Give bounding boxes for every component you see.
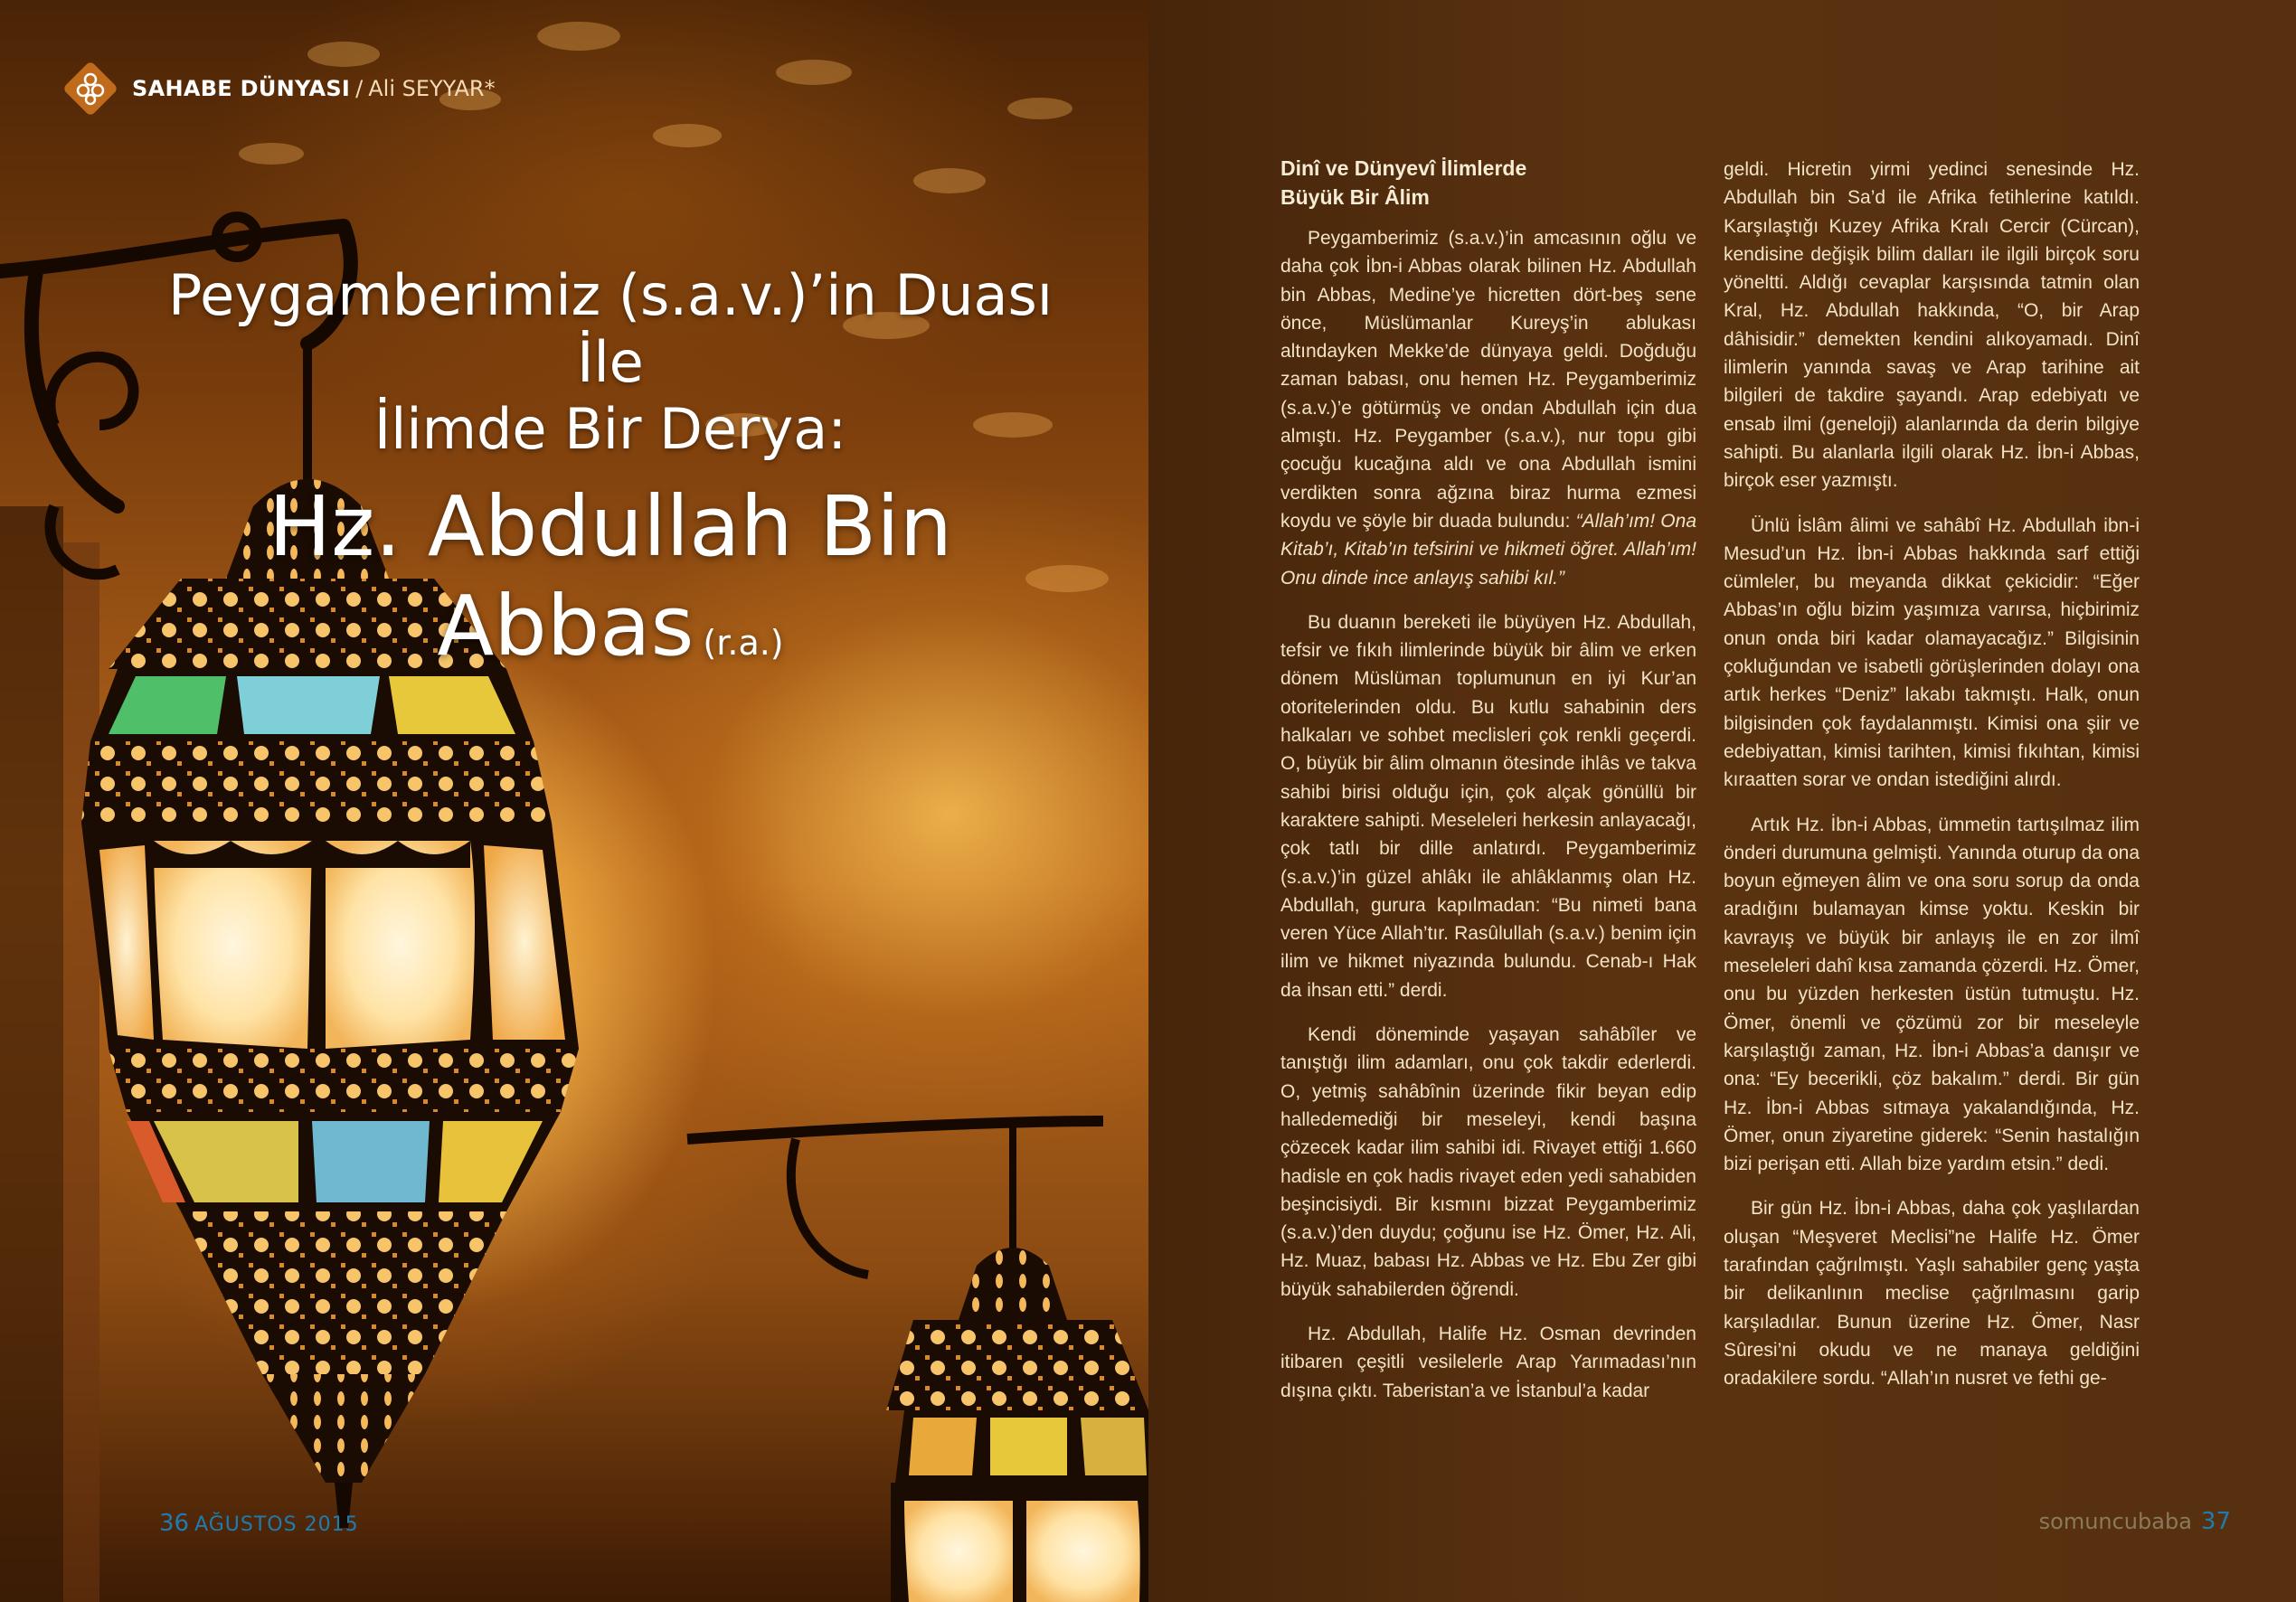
section-header xyxy=(61,60,496,118)
header-separator: / xyxy=(355,76,364,101)
title-suffix: (r.a.) xyxy=(703,623,784,663)
title-main xyxy=(136,477,1085,693)
magazine-brand: somuncubaba xyxy=(2038,1509,2192,1534)
article-column-2 xyxy=(1724,155,2140,1409)
paragraph-4: Hz. Abdullah, Halife Hz. Osman devrinden itibaren çeşitli vesilelerle Arap Yarımadası’nın dışına çıktı. Taberistan’a ve İstanbul’a kadar xyxy=(1280,1323,1696,1401)
title-line-2: İlimde Bir Derya: xyxy=(373,396,847,462)
subheading-line-1: Dinî ve Dünyevî İlimlerde xyxy=(1280,156,1527,180)
subheading-line-2: Büyük Bir Âlim xyxy=(1280,185,1430,209)
article-title xyxy=(136,262,1085,693)
paragraph-5: geldi. Hicretin yirmi yedinci senesinde Hz. Abdullah bin Sa’d ile Afrika fetihlerine katıldı. Karşılaştığı Kuzey Afrika Kralı Cercir (Cürcan), kendisine değişik bilim dalları ile ilgili birçok soru yöneltti. Aldığı cevaplar karşısında tatmin olan Kral, Hz. Abdullah hakkında, “O, bir Arap dâhisidir.” demekten kendini alıkoyamadı. Dinî ilimlerin yanında savaş ve Arap tarihine ait bilgileri de takdire şayandı. Arap edebiyatı ve ensab ilmi (geneloji) alanlarında da derin bilgiye sahipti. Bu alanlarla ilgili olarak Hz. İbn-i Abbas, birçok eser yazmıştı. xyxy=(1724,159,2140,492)
title-main-name: Hz. Abdullah Bin Abbas xyxy=(268,478,953,674)
issue-month: AĞUSTOS 2015 xyxy=(194,1513,359,1536)
prayer-quote: “Allah’ım! Ona Kitab’ı, Kitab’ın tefsirini ve hikmeti öğret. Allah’ım! Onu dinde ince anlayış sahibi kıl.” xyxy=(1280,510,1696,589)
section-logo-icon xyxy=(61,60,119,118)
paragraph-6: Ünlü İslâm âlimi ve sahâbî Hz. Abdullah ibn-i Mesud’un Hz. İbn-i Abbas hakkında sarf ettiği cümleler, bu meyanda dikkat çekicidir: “Eğer Abbas’ın oğlu bizim yaşımıza varırsa, hiçbirimiz onun onda biri kadar olamayacağız.” Bilgisinin çokluğundan ve isabetli görüşlerinden dolayı ona artık herkes “Deniz” lakabı takmıştı. Halk, onun bilgisinden çok faydalanmıştı. Kimisi ona şiir ve edebiyattan, kimisi tarihten, kimisi fıkıhtan, kimisi kıraatten sorar ve ondan istediğini alırdı. xyxy=(1724,514,2140,791)
page-number-left xyxy=(159,1510,359,1537)
author-name: Ali SEYYAR* xyxy=(368,76,496,101)
article-subheading xyxy=(1280,154,1696,212)
paragraph-2: Bu duanın bereketi ile büyüyen Hz. Abdullah, tefsir ve fıkıh ilimlerinde büyük bir âlim ve erken dönem Müslüman toplumunun en iyi Kur’an otoritelerinden oldu. Bu kutlu sahabinin ders halkaları ve sohbet meclisleri çok renkli geçerdi. O, büyük bir âlim olmanın ötesinde ihlâs ve takva sahibi birisi olduğu için, çok alçak gönüllü bir karaktere sahipti. Meseleleri herkesin anlayacağı, çok tatlı bir dille anlatırdı. Peygamberimiz (s.a.v.)’in güzel ahlâkı ile ahlâklanmış olan Hz. Abdullah, gurura kapılmadan: “Bu nimeti bana veren Yüce Allah’tır. Rasûlullah (s.a.v.) benim için ilim ve hikmet niyazında bulundu. Cenab-ı Hak da ihsan etti.” derdi. xyxy=(1280,611,1696,1001)
article-column-1 xyxy=(1280,154,1696,1421)
article-page xyxy=(1148,0,2296,1602)
paragraph-1 xyxy=(1280,224,1696,592)
paragraph-3: Kendi döneminde yaşayan sahâbîler ve tanıştığı ilim adamları, onu çok takdir ederlerdi. O, yetmiş sahâbînin üzerinde fikir beyan edip halledemediği bir meseleyi, kendi başına çözecek kadar ilim sahibi idi. Rivayet ettiği 1.660 hadisle en çok hadis rivayet eden yedi sahabiden beşincisiydi. Bir kısmını bizzat Peygamberimiz (s.a.v.)’den duydu; çoğunu ise Hz. Ömer, Hz. Ali, Hz. Muaz, babası Hz. Abbas ve Hz. Ebu Zer gibi büyük sahabilerden öğrendi. xyxy=(1280,1024,1696,1300)
page-number: 37 xyxy=(2200,1508,2231,1535)
page-number: 36 xyxy=(159,1510,190,1537)
title-line-1: Peygamberimiz (s.a.v.)’in Duası İle xyxy=(167,262,1053,395)
paragraph-8: Bir gün Hz. İbn-i Abbas, daha çok yaşlılardan oluşan “Meşveret Meclisi”ne Halife Hz. Ömer tarafından çağrılmıştı. Yaşlı sahabiler genç yaşta bir delikanlının meclise çağrılmasını garip karşıladılar. Bunun üzerine Hz. Ömer, Nasr Sûresi’ni okudu ve ne manaya geldiğini oradakilere sordu. “Allah’ın nusret ve fethi ge- xyxy=(1724,1198,2140,1390)
section-name: SAHABE DÜNYASI xyxy=(132,76,351,101)
paragraph-7: Artık Hz. İbn-i Abbas, ümmetin tartışılmaz ilim önderi durumuna gelmişti. Yanında oturup da ona boyun eğmeyen âlim ve ona soru sorup da onda aradığını bulamayan kimse yoktu. Keskin bir kavrayış ve büyük bir anlayış ile en zor ilmî meseleleri dahî kısa zamanda çözerdi. Hz. Ömer, onu bu yüzden herkesten üstün tutmuştu. Hz. Ömer, önemli ve çözümü zor bir meseleyle karşılaştığı zaman, Hz. İbn-i Abbas’a danışır ve ona: “Ey becerikli, çöz bakalım.” derdi. Bir gün Hz. İbn-i Abbas sıtmaya yakalandığında, Hz. Ömer, onun ziyaretine giderek: “Senin hastalığın bizi perişan etti. Allah bize yardım etsin.” dedi. xyxy=(1724,814,2140,1175)
page-number-right xyxy=(2039,1508,2231,1535)
paragraph-1-text: Peygamberimiz (s.a.v.)’in amcasının oğlu ve daha çok İbn-i Abbas olarak bilinen Hz. Abdullah bin Abbas, Medine’ye hicretten dört-beş sene önce, Müslümanlar Kureyş’in ablukası altındayken Mekke’de dünyaya geldi. Doğduğu zaman babası, onu hemen Hz. Peygamberimiz (s.a.v.)’e götürmüş ve ondan Abdullah için dua almıştı. Hz. Peygamber (s.a.v.), nur topu gibi çocuğu kucağına aldı ve ona Abdullah ismini verdikten sonra ağzına biraz hurma ezmesi koydu ve şöyle bir duada bulundu: xyxy=(1280,228,1696,532)
